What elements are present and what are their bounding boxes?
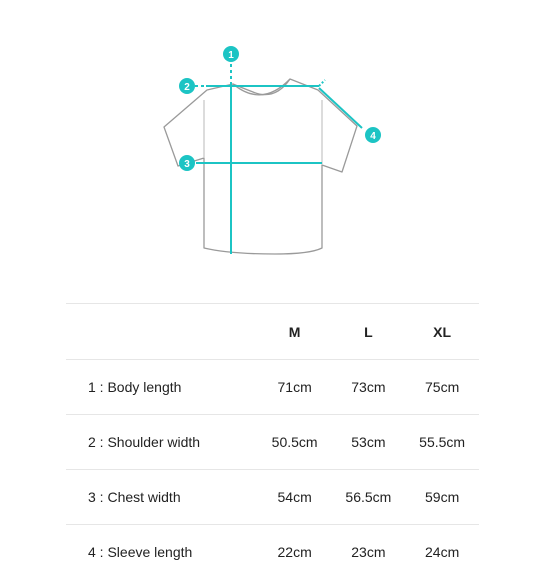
marker-2	[179, 78, 195, 94]
cell-xl: 75cm	[405, 360, 479, 415]
cell-m: 22cm	[258, 525, 332, 579]
header-size-xl: XL	[405, 304, 479, 360]
cell-l: 56.5cm	[332, 470, 406, 525]
cell-xl: 59cm	[405, 470, 479, 525]
measurement-lines	[195, 64, 362, 254]
table-row	[66, 415, 479, 470]
marker-1	[223, 46, 239, 62]
cell-l: 53cm	[332, 415, 406, 470]
marker-3	[179, 155, 195, 171]
svg-text:4: 4	[370, 131, 376, 142]
row-label: 1 : Body length	[66, 360, 258, 415]
table-row	[66, 470, 479, 525]
svg-text:3: 3	[184, 159, 190, 170]
marker-4	[365, 127, 381, 143]
cell-xl: 55.5cm	[405, 415, 479, 470]
size-chart-table	[66, 303, 479, 579]
cell-m: 50.5cm	[258, 415, 332, 470]
table-row	[66, 525, 479, 579]
table-row	[66, 360, 479, 415]
cell-l: 23cm	[332, 525, 406, 579]
sleeve-length-dashed-line	[319, 80, 325, 86]
row-label: 4 : Sleeve length	[66, 525, 258, 579]
cell-m: 54cm	[258, 470, 332, 525]
cell-m: 71cm	[258, 360, 332, 415]
header-size-l: L	[332, 304, 406, 360]
svg-text:1: 1	[228, 50, 234, 61]
row-label: 2 : Shoulder width	[66, 415, 258, 470]
row-label: 3 : Chest width	[66, 470, 258, 525]
header-size-m: M	[258, 304, 332, 360]
header-blank	[66, 304, 258, 360]
cell-xl: 24cm	[405, 525, 479, 579]
cell-l: 73cm	[332, 360, 406, 415]
sleeve-length-line	[319, 88, 362, 128]
svg-text:2: 2	[184, 82, 190, 93]
table-header-row	[66, 304, 479, 360]
